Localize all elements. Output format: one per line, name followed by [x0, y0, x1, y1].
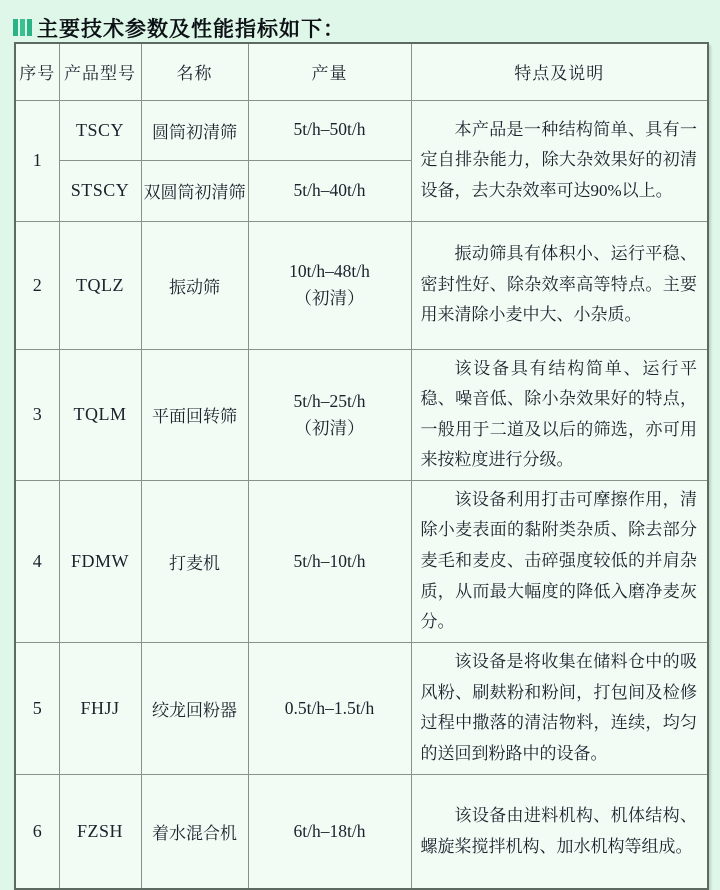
table-row — [15, 480, 708, 642]
cell-desc — [411, 480, 708, 642]
cell-no: 2 — [15, 221, 59, 349]
desc-text: 振动筛具有体积小、运行平稳、密封性好、除杂效率高等特点。主要用来清除小麦中大、小杂质。 — [420, 244, 697, 325]
cell-name: 着水混合机 — [141, 774, 248, 889]
column-header-features: 特点及说明 — [411, 43, 708, 100]
cell-model: TSCY — [59, 100, 141, 160]
column-header-output: 产量 — [248, 43, 411, 100]
header-row — [15, 43, 708, 100]
cell-no: 1 — [15, 100, 59, 221]
desc-text: 该设备具有结构简单、运行平稳、噪音低、除小杂效果好的特点，一般用于二道及以后的筛选，亦可用来按粒度进行分级。 — [420, 358, 697, 470]
column-header-model: 产品型号 — [59, 43, 141, 100]
three-green-bars-icon — [13, 19, 32, 36]
cell-name: 圆筒初清筛 — [141, 100, 248, 160]
cell-name: 平面回转筛 — [141, 349, 248, 480]
table-row — [15, 642, 708, 774]
cell-model: FZSH — [59, 774, 141, 889]
desc-text: 该设备是将收集在储料仓中的吸风粉、刷麸粉和粉间，打包间及检修过程中撒落的清洁物料，连续，均匀的送回到粉路中的设备。 — [420, 652, 697, 763]
cell-model: FHJJ — [59, 642, 141, 774]
cell-no: 6 — [15, 774, 59, 889]
table-row — [15, 349, 708, 480]
output-range: 10t/h–48t/h — [289, 260, 370, 281]
cell-desc — [411, 642, 708, 774]
cell-output: 5t/h–40t/h — [248, 160, 411, 221]
output-range: 5t/h–25t/h — [293, 390, 366, 411]
cell-model: FDMW — [59, 480, 141, 642]
cell-no: 5 — [15, 642, 59, 774]
table-row — [15, 100, 708, 160]
cell-desc — [411, 774, 708, 889]
cell-name: 振动筛 — [141, 221, 248, 349]
cell-output: 6t/h–18t/h — [248, 774, 411, 889]
cell-name: 打麦机 — [141, 480, 248, 642]
cell-model: STSCY — [59, 160, 141, 221]
cell-desc — [411, 349, 708, 480]
cell-name: 双圆筒初清筛 — [141, 160, 248, 221]
cell-desc — [411, 221, 708, 349]
cell-output — [248, 221, 411, 349]
cell-no: 4 — [15, 480, 59, 642]
desc-text: 该设备由进料机构、机体结构、螺旋桨搅拌机构、加水机构等组成。 — [420, 806, 697, 856]
column-header-no: 序号 — [15, 43, 59, 100]
column-header-name: 名称 — [141, 43, 248, 100]
table-row — [15, 774, 708, 889]
cell-desc — [411, 100, 708, 221]
table-row — [15, 221, 708, 349]
spec-table — [14, 42, 709, 890]
cell-model: TQLZ — [59, 221, 141, 349]
cell-output: 0.5t/h–1.5t/h — [248, 642, 411, 774]
cell-output: 5t/h–50t/h — [248, 100, 411, 160]
page-title-bar — [0, 0, 720, 42]
cell-output — [248, 349, 411, 480]
output-note: （初清） — [294, 417, 365, 438]
output-note: （初清） — [294, 288, 365, 308]
cell-no: 3 — [15, 349, 59, 480]
cell-name: 绞龙回粉器 — [141, 642, 248, 774]
cell-output: 5t/h–10t/h — [248, 480, 411, 642]
page-title: 主要技术参数及性能指标如下： — [37, 17, 345, 41]
desc-text: 该设备利用打击可摩擦作用，清除小麦表面的黏附类杂质、除去部分麦毛和麦皮、击碎强度较低的并肩杂质，从而最大幅度的降低入磨净麦灰分。 — [420, 489, 697, 632]
desc-text: 本产品是一种结构简单、具有一定自排杂能力，除大杂效果好的初清设备，去大杂效率可达90%以上。 — [420, 119, 697, 200]
cell-model: TQLM — [59, 349, 141, 480]
